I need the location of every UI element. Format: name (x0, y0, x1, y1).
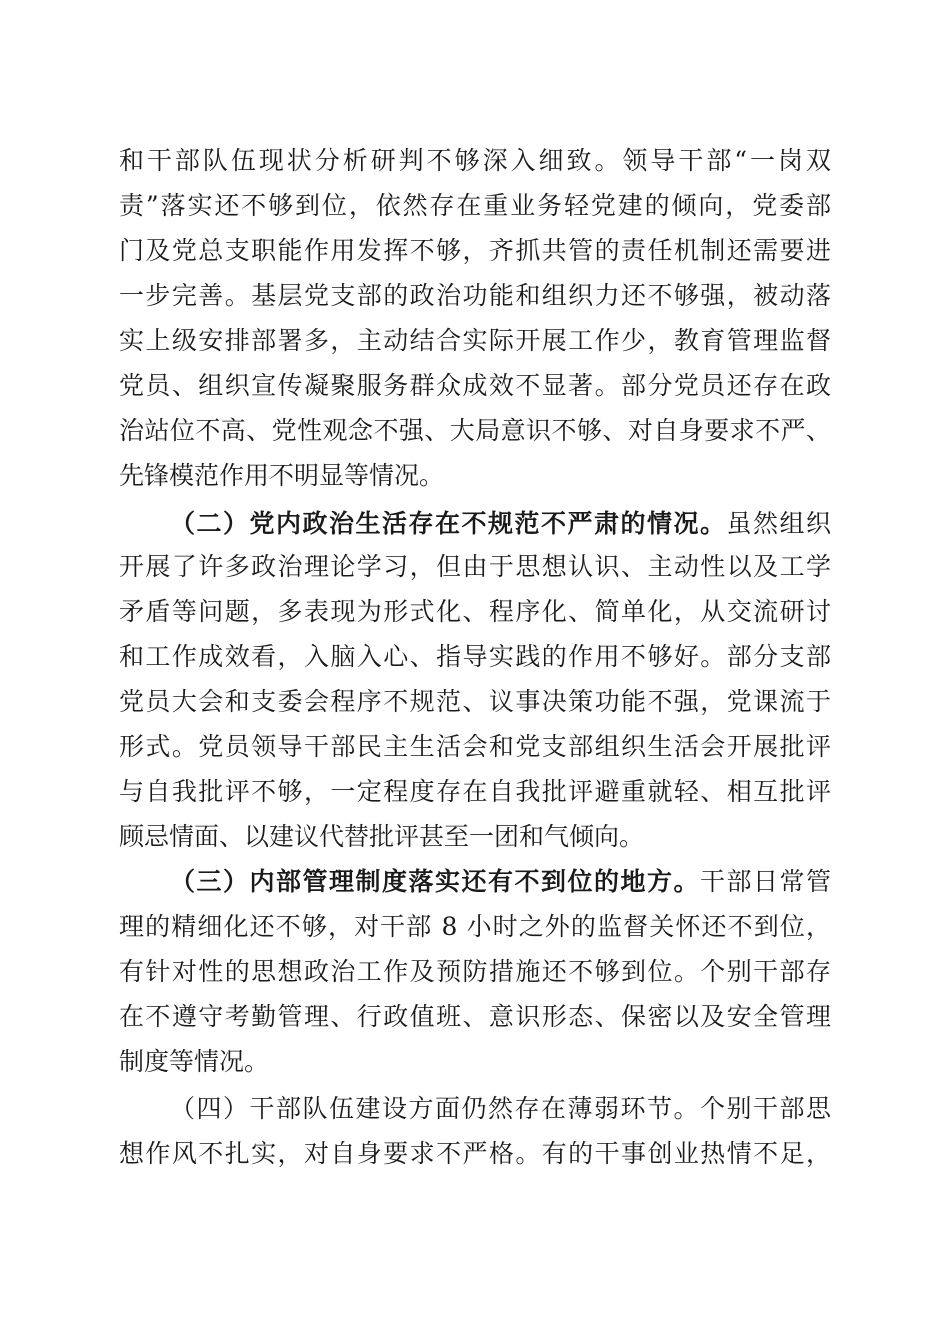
paragraph-line: 开展了许多政治理论学习，但由于思想认识、主动性以及工学 (119, 552, 831, 581)
section-2-first-line (170, 509, 831, 539)
paragraph-line: 制度等情况。 (119, 1047, 270, 1076)
paragraph-line: 在不遵守考勤管理、行政值班、意识形态、保密以及安全管理 (119, 1002, 831, 1031)
section-3-heading: （三）内部管理制度落实还有不到位的地方。 (170, 867, 700, 896)
section-2-heading: （二）党内政治生活存在不规范不严肃的情况。 (170, 509, 727, 538)
paragraph-line: 先锋模范作用不明显等情况。 (119, 461, 445, 490)
paragraph-line: 治站位不高、党性观念不强、大局意识不够、对自身要求不严、 (119, 416, 831, 445)
section-4-first-line (170, 1094, 831, 1124)
section-3-first-line (170, 867, 831, 897)
paragraph-line: 形式。党员领导干部民主生活会和党支部组织生活会开展批评 (119, 732, 831, 761)
section-2-first-line-text: 虽然组织 (726, 509, 831, 538)
paragraph-line: 责”落实还不够到位，依然存在重业务轻党建的倾向，党委部 (119, 191, 831, 220)
paragraph-line: 矛盾等问题，多表现为形式化、程序化、简单化，从交流研讨 (119, 597, 831, 626)
section-4-heading: （四）干部队伍建设方面仍然存在薄弱环节。 (170, 1094, 700, 1123)
paragraph-line: 门及党总支职能作用发挥不够，齐抓共管的责任机制还需要进 (119, 236, 831, 265)
section-3-first-line-text: 干部日常管 (699, 867, 831, 896)
paragraph-line: 党员大会和支委会程序不规范、议事决策功能不强，党课流于 (119, 687, 831, 716)
paragraph-line: 想作风不扎实，对自身要求不严格。有的干事创业热情不足， (119, 1139, 831, 1168)
paragraph-line: 和干部队伍现状分析研判不够深入细致。领导干部“一岗双 (119, 146, 831, 175)
paragraph-line: 有针对性的思想政治工作及预防措施还不够到位。个别干部存 (119, 957, 831, 986)
paragraph-line: 和工作成效看，入脑入心、指导实践的作用不够好。部分支部 (119, 642, 831, 671)
paragraph-line: 顾忌情面、以建议代替批评甚至一团和气倾向。 (119, 822, 645, 851)
section-4-first-line-text: 个别干部思 (699, 1094, 831, 1123)
paragraph-line: 一步完善。基层党支部的政治功能和组织力还不够强，被动落 (119, 281, 831, 310)
paragraph-line: 党员、组织宣传凝聚服务群众成效不显著。部分党员还存在政 (119, 371, 831, 400)
paragraph-line: 与自我批评不够，一定程度存在自我批评避重就轻、相互批评 (119, 777, 831, 806)
paragraph-line: 理的精细化还不够，对干部 8 小时之外的监督关怀还不到位， (119, 912, 831, 941)
paragraph-line: 实上级安排部署多，主动结合实际开展工作少，教育管理监督 (119, 326, 831, 355)
